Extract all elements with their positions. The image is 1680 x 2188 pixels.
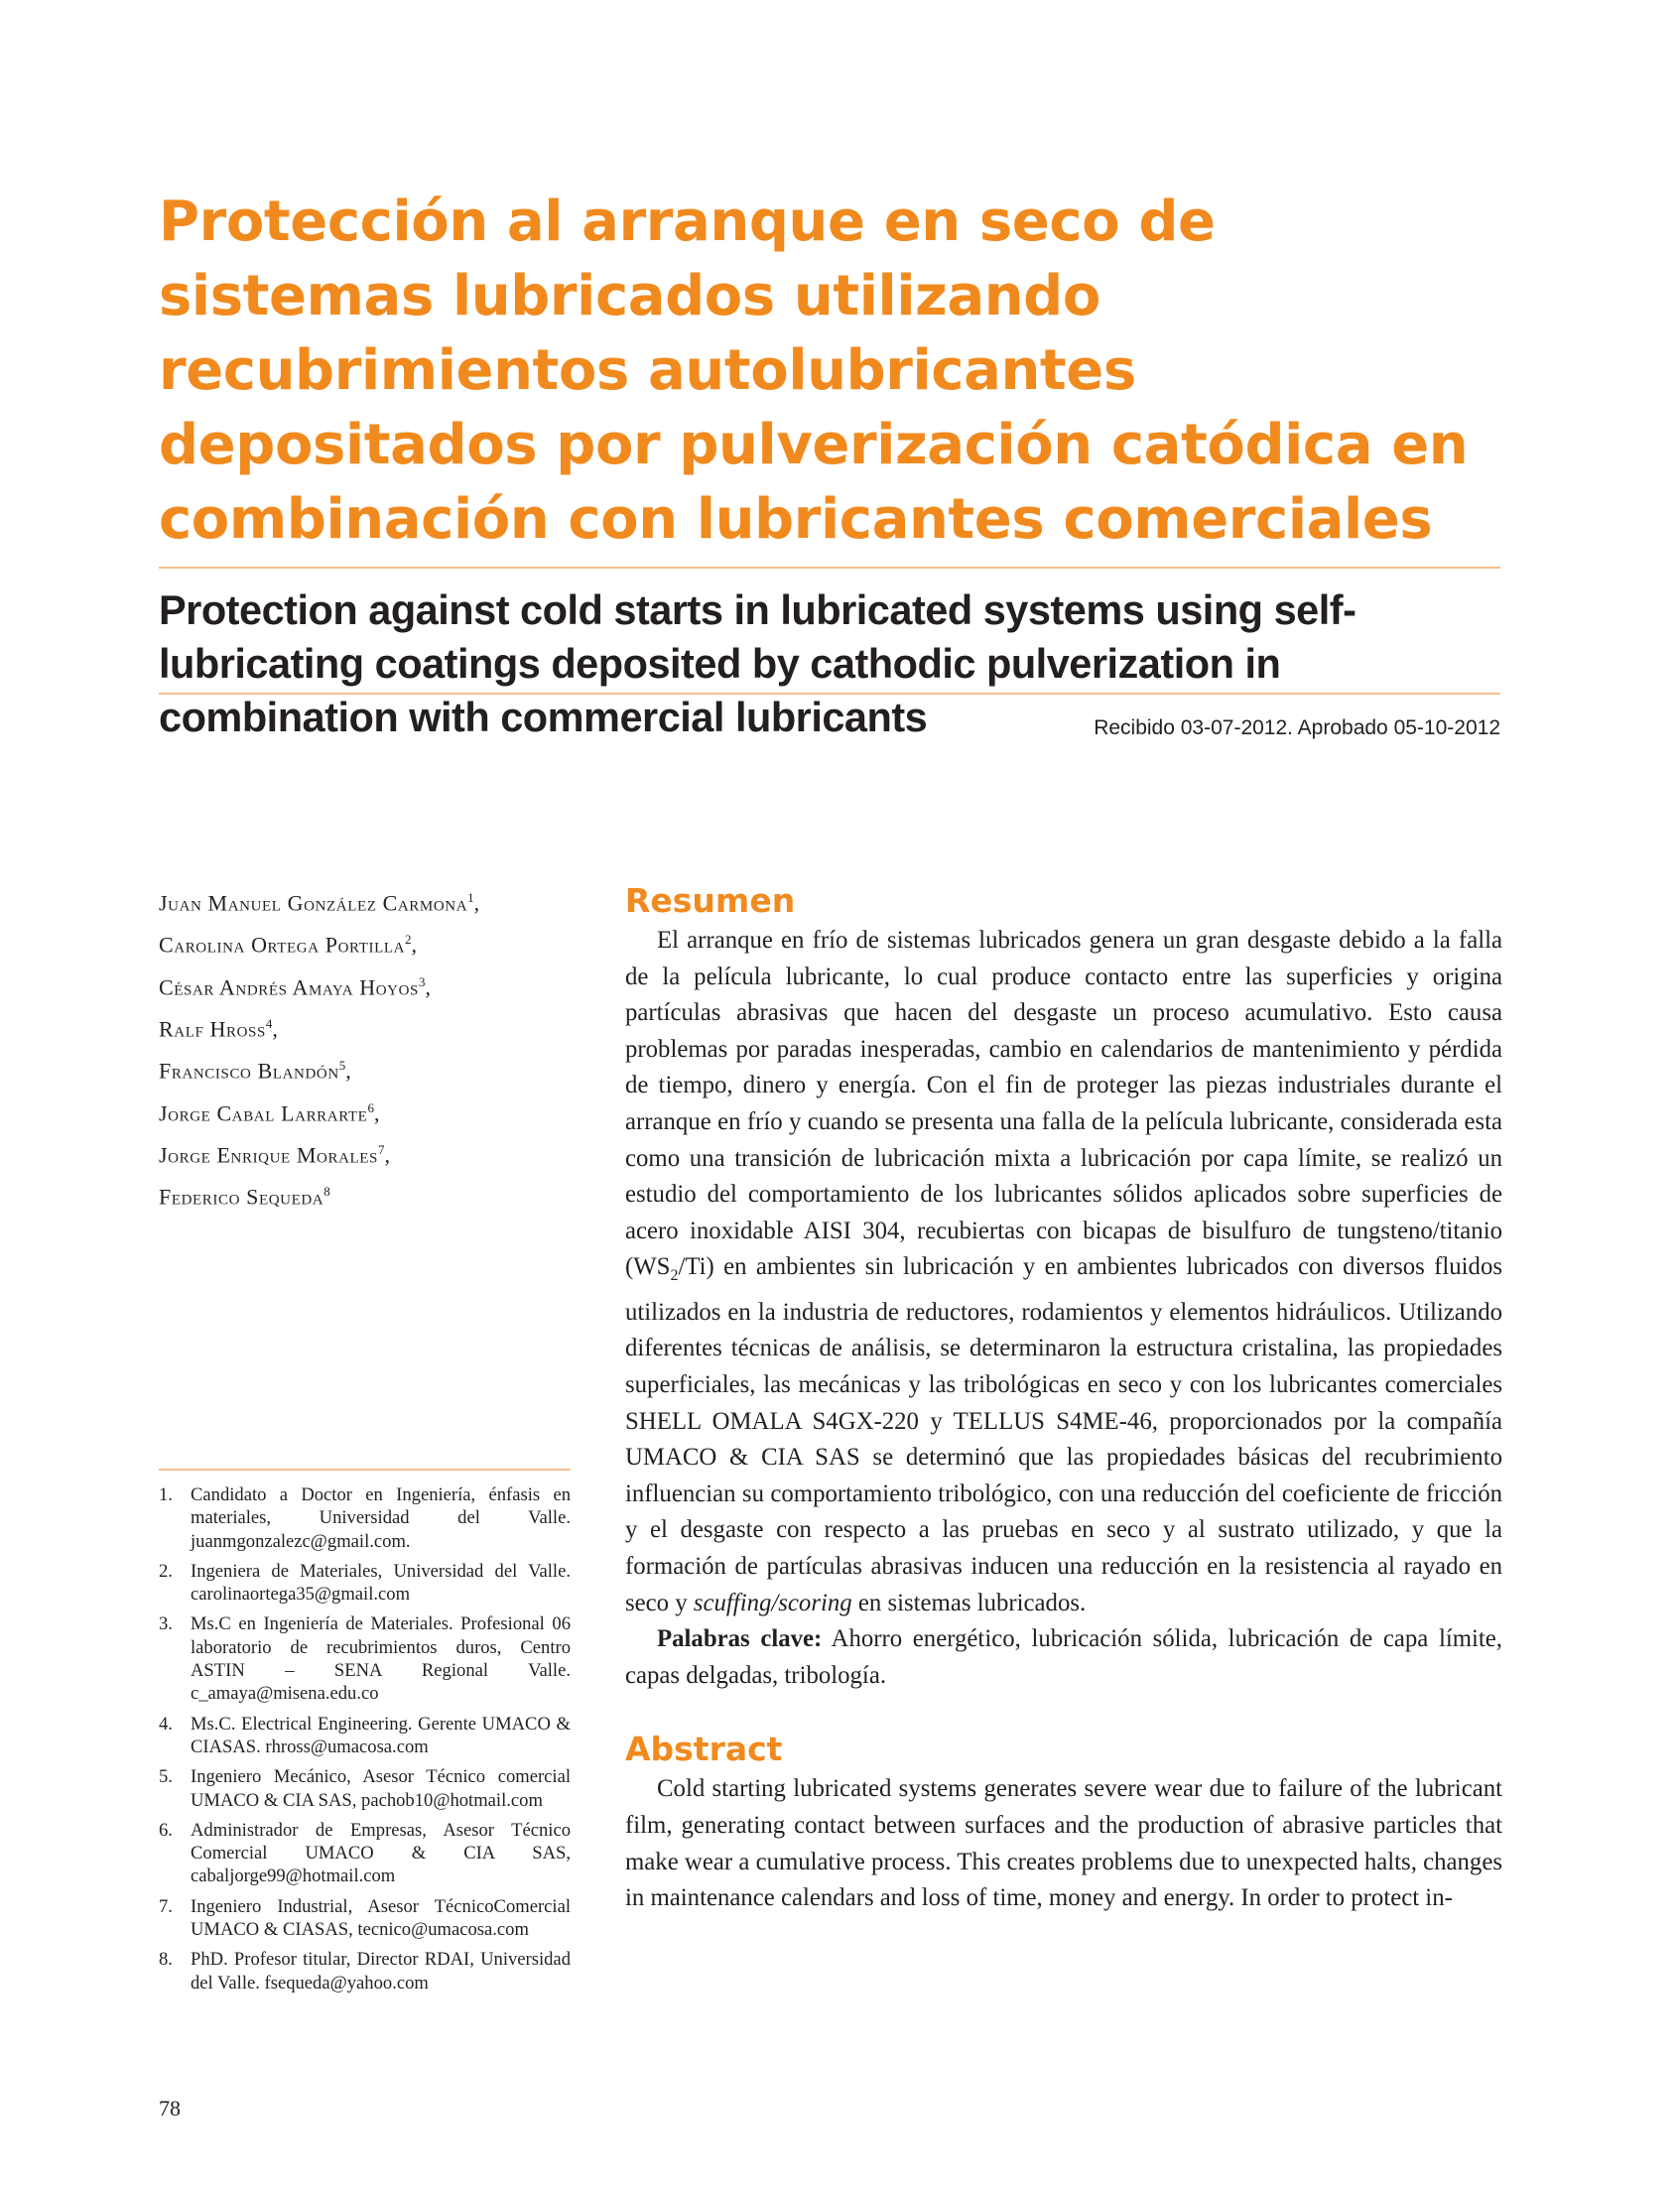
paper-subtitle-english: Protection against cold starts in lubricated systems using self-lubricating coatings deposited by cathodic pulverization in combination with commercial lubricants [159, 586, 1357, 740]
author-name: Carolina Ortega Portilla$^2$, [159, 932, 418, 958]
footnote: 1. Candidato a Doctor en Ingeniería, énfasis en materiales, Universidad del Valle. juanmgonzalezc@gmail.com. [159, 1484, 571, 1552]
author-name: Federico Sequeda$^8$ [159, 1184, 330, 1210]
footnote-divider [159, 1469, 571, 1471]
abstract-heading: Abstract [625, 1730, 783, 1769]
title-divider [159, 567, 1500, 569]
resumen-heading: Resumen [625, 881, 796, 920]
footnote: 7. Ingeniero Industrial, Asesor TécnicoComercial UMACO & CIASAS, tecnico@umacosa.com [159, 1895, 571, 1941]
keywords-label: Palabras clave: [657, 1625, 823, 1653]
keywords-paragraph: Palabras clave: Ahorro energético, lubricación sólida, lubricación de capa límite, capas delgadas, tribología. [625, 1625, 1502, 1689]
abstract-paragraph: Cold starting lubricated systems generates severe wear due to failure of the lubricant film, generating contact between surfaces and the production of abrasive particles that make wear a cumulative process. This creates problems due to unexpected halts, changes in maintenance calendars and loss of time, money and energy. In order to protect in- [625, 1775, 1502, 1912]
footnote: 2. Ingeniera de Materiales, Universidad del Valle. carolinaortega35@gmail.com [159, 1560, 571, 1606]
footnote: 6. Administrador de Empresas, Asesor Técnico Comercial UMACO & CIA SAS, cabaljorge99@hotmail.com [159, 1819, 571, 1887]
footnote: 3. Ms.C en Ingeniería de Materiales. Profesional 06 laboratorio de recubrimientos duros, Centro ASTIN – SENA Regional Valle. c_amaya@misena.edu.co [159, 1613, 571, 1705]
author-name: Francisco Blandón$^5$, [159, 1058, 352, 1084]
author-name: César Andrés Amaya Hoyos$^3$, [159, 973, 432, 999]
author-list [159, 879, 595, 1216]
author-name: Jorge Cabal Larrarte$^6$, [159, 1099, 381, 1125]
footnote: 8. PhD. Profesor titular, Director RDAI, Universidad del Valle. fsequeda@yahoo.com [159, 1949, 571, 1994]
page-number: 78 [159, 2096, 181, 2121]
paper-title: Protección al arranque en seco de sistemas lubricados utilizando recubrimientos autolubricantes depositados por pulverización catódica en combinación con lubricantes comerciales [159, 190, 1469, 552]
resumen-paragraph: El arranque en frío de sistemas lubricados genera un gran desgaste debido a la falla de la película lubricante, lo cual produce contacto entre las superficies y origina partículas abrasivas que hacen del desgaste un proceso acumulativo. Esto causa problemas por paradas inesperadas, cambio en calendarios de mantenimiento y pérdida de tiempo, dinero y energía. Con el fin de proteger las piezas industriales durante el arranque en frío y cuando se presenta una falla de la película lubricante, considerada esta como una transición de lubricación mixta a lubricación por capa límite, se realizó un estudio del comportamiento de los lubricantes sólidos aplicados sobre superficies de acero inoxidable AISI 304, recubiertas con bicapas de bisulfuro de tungsteno/titanio $(WS_2/Ti)$ en ambientes sin lubricación y en ambientes lubricados con diversos fluidos utilizados en la industria de reductores, rodamientos y elementos hidráulicos. Utilizando diferentes técnicas de análisis, se determinaron la estructura cristalina, las propiedades superficiales, las mecánicas y las tribológicas en seco y con los lubricantes comerciales SHELL OMALA S4GX-220 y TELLUS S4ME-46, proporcionados por la compañía UMACO & CIA SAS se determinó que las propiedades básicas del recubrimiento influencian su comportamiento tribológico, con una reducción del coeficiente de fricción y el desgaste con respecto a las pruebas en seco y al sustrato utilizado, y que la formación de partículas abrasivas inducen una reducción en la resistencia al rayado en seco y scuffing/scoring en sistemas lubricados. [625, 927, 1502, 1616]
footnote: 5. Ingeniero Mecánico, Asesor Técnico comercial UMACO & CIA SAS, pachob10@hotmail.com [159, 1766, 571, 1811]
author-name: Jorge Enrique Morales$^7$, [159, 1141, 391, 1168]
abstract-column [625, 879, 1502, 1917]
footnote-list [159, 1483, 571, 2001]
subtitle-divider [159, 693, 1500, 695]
received-approved-dates: Recibido 03-07-2012. Aprobado 05-10-2012 [1094, 716, 1500, 739]
author-name: Juan Manuel González Carmona$^1$, [159, 890, 480, 916]
footnote: 4. Ms.C. Electrical Engineering. Gerente UMACO & CIASAS. rhross@umacosa.com [159, 1713, 571, 1757]
author-name: Ralf Hross$^4$, [159, 1015, 279, 1042]
